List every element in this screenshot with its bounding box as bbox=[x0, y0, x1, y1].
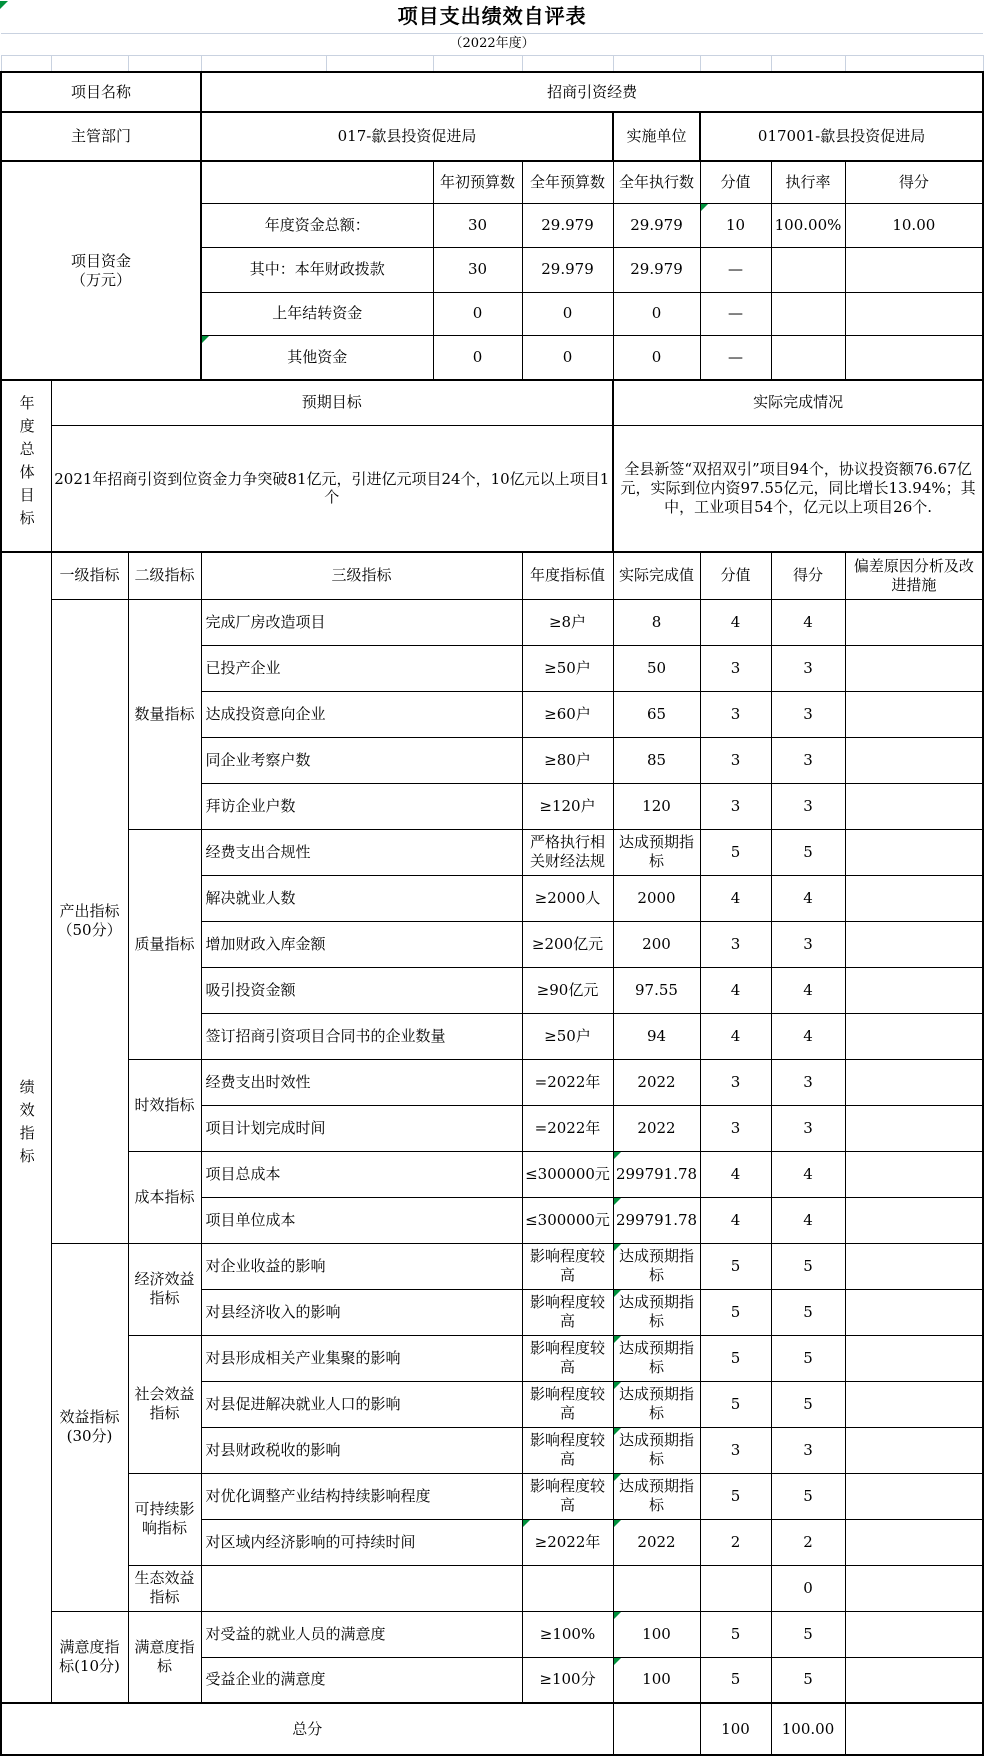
indicator-name: 解决就业人数 bbox=[201, 875, 522, 921]
header-weight: 分值 bbox=[700, 552, 771, 599]
weight-cell: 5 bbox=[700, 1657, 771, 1703]
score-cell: 0 bbox=[771, 1565, 845, 1611]
funds-score-value: 10.00 bbox=[845, 203, 983, 247]
weight-cell: 5 bbox=[700, 1611, 771, 1657]
actual-cell: 100 bbox=[613, 1657, 700, 1703]
indicator-name: 对优化调整产业结构持续影响程度 bbox=[201, 1473, 522, 1519]
target-cell: ≥2022年 bbox=[522, 1519, 613, 1565]
funds-score-value bbox=[845, 292, 983, 335]
funds-weight-value: — bbox=[700, 292, 771, 335]
target-cell: ≥80户 bbox=[522, 737, 613, 783]
actual-cell: 50 bbox=[613, 645, 700, 691]
funds-rate-value bbox=[771, 247, 845, 292]
funds-begin-value: 0 bbox=[433, 292, 522, 335]
actual-cell: 2000 bbox=[613, 875, 700, 921]
total-empty-cell bbox=[613, 1703, 700, 1755]
indicator-name: 项目总成本 bbox=[201, 1151, 522, 1197]
weight-cell: 5 bbox=[700, 1289, 771, 1335]
weight-cell: 2 bbox=[700, 1519, 771, 1565]
impl-unit-value: 017001-歙县投资促进局 bbox=[700, 112, 983, 161]
level1-satisfaction: 满意度指标(10分) bbox=[51, 1611, 128, 1703]
target-cell: 影响程度较高 bbox=[522, 1381, 613, 1427]
score-cell: 5 bbox=[771, 829, 845, 875]
funds-header-score: 得分 bbox=[845, 161, 983, 203]
funds-weight-value: — bbox=[700, 247, 771, 292]
level2-social: 社会效益指标 bbox=[128, 1335, 201, 1473]
indicators-side-label bbox=[1, 552, 51, 1703]
target-cell: ≤300000元 bbox=[522, 1151, 613, 1197]
indicator-name: 经费支出时效性 bbox=[201, 1059, 522, 1105]
actual-cell: 达成预期指标 bbox=[613, 1335, 700, 1381]
score-cell: 3 bbox=[771, 1059, 845, 1105]
weight-cell: 3 bbox=[700, 737, 771, 783]
grid-cell bbox=[613, 55, 700, 72]
indicator-name: 同企业考察户数 bbox=[201, 737, 522, 783]
indicator-name: 完成厂房改造项目 bbox=[201, 599, 522, 645]
score-cell: 4 bbox=[771, 1197, 845, 1243]
grid-cell bbox=[326, 55, 433, 72]
funds-weight-value: — bbox=[700, 335, 771, 380]
level1-output: 产出指标（50分） bbox=[51, 599, 128, 1243]
weight-cell: 3 bbox=[700, 1105, 771, 1151]
actual-cell: 达成预期指标 bbox=[613, 1381, 700, 1427]
remark-cell bbox=[845, 1013, 983, 1059]
funds-side-label bbox=[1, 161, 201, 380]
header-level2: 二级指标 bbox=[128, 552, 201, 599]
weight-cell: 5 bbox=[700, 829, 771, 875]
actual-cell: 97.55 bbox=[613, 967, 700, 1013]
funds-row-label: 其中：本年财政拨款 bbox=[201, 247, 433, 292]
score-cell: 4 bbox=[771, 875, 845, 921]
actual-cell: 299791.78 bbox=[613, 1197, 700, 1243]
goal-actual-text: 全县新签“双招双引”项目94个，协议投资额76.67亿元，实际到位内资97.55亿元，同比增长13.94%；其中，工业项目54个，亿元以上项目26个. bbox=[613, 425, 983, 552]
weight-cell: 3 bbox=[700, 691, 771, 737]
funds-begin-value: 0 bbox=[433, 335, 522, 380]
level2-sustainable: 可持续影响指标 bbox=[128, 1473, 201, 1565]
grid-cell bbox=[51, 55, 128, 72]
header-score: 得分 bbox=[771, 552, 845, 599]
level1-benefit: 效益指标(30分) bbox=[51, 1243, 128, 1611]
level2-timeliness: 时效指标 bbox=[128, 1059, 201, 1151]
indicator-row bbox=[1, 1335, 983, 1381]
indicator-name: 对受益的就业人员的满意度 bbox=[201, 1611, 522, 1657]
page-title: 项目支出绩效自评表 bbox=[1, 0, 983, 33]
funds-weight-value: 10 bbox=[700, 203, 771, 247]
level2-quality: 质量指标 bbox=[128, 829, 201, 1059]
actual-cell: 2022 bbox=[613, 1519, 700, 1565]
weight-cell: 3 bbox=[700, 921, 771, 967]
indicator-name: 增加财政入库金额 bbox=[201, 921, 522, 967]
score-cell: 4 bbox=[771, 599, 845, 645]
indicator-row bbox=[1, 829, 983, 875]
funds-begin-value: 30 bbox=[433, 203, 522, 247]
funds-begin-value: 30 bbox=[433, 247, 522, 292]
indicator-name: 项目单位成本 bbox=[201, 1197, 522, 1243]
target-cell: 影响程度较高 bbox=[522, 1243, 613, 1289]
funds-rate-value bbox=[771, 292, 845, 335]
remark-cell bbox=[845, 1565, 983, 1611]
funds-row-label: 年度资金总额： bbox=[201, 203, 433, 247]
target-cell: 严格执行相关财经法规 bbox=[522, 829, 613, 875]
indicator-row bbox=[1, 1473, 983, 1519]
funds-score-value bbox=[845, 335, 983, 380]
indicator-row bbox=[1, 1151, 983, 1197]
remark-cell bbox=[845, 1519, 983, 1565]
indicator-name: 经费支出合规性 bbox=[201, 829, 522, 875]
remark-cell bbox=[845, 645, 983, 691]
remark-cell bbox=[845, 1427, 983, 1473]
dept-label: 主管部门 bbox=[1, 112, 201, 161]
score-cell: 5 bbox=[771, 1473, 845, 1519]
project-name-label: 项目名称 bbox=[1, 72, 201, 112]
page-subtitle: （2022年度） bbox=[1, 33, 983, 55]
remark-cell bbox=[845, 599, 983, 645]
funds-side-label-line1: 项目资金 bbox=[70, 251, 131, 270]
target-cell: ≥100% bbox=[522, 1611, 613, 1657]
target-cell: ≥8户 bbox=[522, 599, 613, 645]
indicator-row bbox=[1, 1565, 983, 1611]
target-cell: ≤300000元 bbox=[522, 1197, 613, 1243]
remark-cell bbox=[845, 737, 983, 783]
funds-exec-value: 29.979 bbox=[613, 203, 700, 247]
total-score-value: 100.00 bbox=[771, 1703, 845, 1755]
actual-cell: 达成预期指标 bbox=[613, 1473, 700, 1519]
score-cell: 4 bbox=[771, 967, 845, 1013]
funds-header-rate: 执行率 bbox=[771, 161, 845, 203]
weight-cell: 3 bbox=[700, 1059, 771, 1105]
remark-cell bbox=[845, 829, 983, 875]
actual-cell: 达成预期指标 bbox=[613, 1289, 700, 1335]
actual-cell bbox=[613, 1565, 700, 1611]
indicator-name: 达成投资意向企业 bbox=[201, 691, 522, 737]
weight-cell: 5 bbox=[700, 1381, 771, 1427]
remark-cell bbox=[845, 1611, 983, 1657]
remark-cell bbox=[845, 1059, 983, 1105]
grid-cell bbox=[128, 55, 201, 72]
total-row bbox=[1, 1703, 983, 1755]
actual-cell: 65 bbox=[613, 691, 700, 737]
actual-cell: 299791.78 bbox=[613, 1151, 700, 1197]
funds-exec-value: 0 bbox=[613, 292, 700, 335]
grid-cell bbox=[771, 55, 845, 72]
target-cell: 影响程度较高 bbox=[522, 1335, 613, 1381]
project-name-value: 招商引资经费 bbox=[201, 72, 983, 112]
level2-economic: 经济效益指标 bbox=[128, 1243, 201, 1335]
target-cell: 影响程度较高 bbox=[522, 1289, 613, 1335]
indicator-row bbox=[1, 1611, 983, 1657]
weight-cell: 4 bbox=[700, 875, 771, 921]
score-cell: 2 bbox=[771, 1519, 845, 1565]
grid-cell bbox=[201, 55, 326, 72]
indicator-row bbox=[1, 599, 983, 645]
actual-cell: 2022 bbox=[613, 1105, 700, 1151]
actual-cell: 8 bbox=[613, 599, 700, 645]
target-cell: ≥2000人 bbox=[522, 875, 613, 921]
target-cell: 影响程度较高 bbox=[522, 1473, 613, 1519]
score-cell: 3 bbox=[771, 691, 845, 737]
funds-header-exec: 全年执行数 bbox=[613, 161, 700, 203]
indicators-side-label-text: 绩效指标 bbox=[17, 1079, 36, 1172]
score-cell: 3 bbox=[771, 1105, 845, 1151]
weight-cell: 4 bbox=[700, 1197, 771, 1243]
header-annual-target: 年度指标值 bbox=[522, 552, 613, 599]
indicator-name: 对县形成相关产业集聚的影响 bbox=[201, 1335, 522, 1381]
target-cell: ≥50户 bbox=[522, 645, 613, 691]
funds-full-value: 0 bbox=[522, 292, 613, 335]
funds-row-label: 其他资金 bbox=[201, 335, 433, 380]
goal-expected-header: 预期目标 bbox=[51, 380, 613, 425]
actual-cell: 达成预期指标 bbox=[613, 1243, 700, 1289]
remark-cell bbox=[845, 691, 983, 737]
grid-cell bbox=[700, 55, 771, 72]
goal-expected-text: 2021年招商引资到位资金力争突破81亿元，引进亿元项目24个，10亿元以上项目1个 bbox=[51, 425, 613, 552]
target-cell: ≥200亿元 bbox=[522, 921, 613, 967]
score-cell: 4 bbox=[771, 1151, 845, 1197]
score-cell: 3 bbox=[771, 921, 845, 967]
funds-header-full: 全年预算数 bbox=[522, 161, 613, 203]
grid-cell bbox=[522, 55, 613, 72]
actual-cell: 2022 bbox=[613, 1059, 700, 1105]
indicator-name: 对企业收益的影响 bbox=[201, 1243, 522, 1289]
funds-row-label: 上年结转资金 bbox=[201, 292, 433, 335]
indicator-name: 对县经济收入的影响 bbox=[201, 1289, 522, 1335]
score-cell: 5 bbox=[771, 1289, 845, 1335]
indicator-name: 项目计划完成时间 bbox=[201, 1105, 522, 1151]
score-cell: 5 bbox=[771, 1335, 845, 1381]
target-cell: ≥120户 bbox=[522, 783, 613, 829]
grid-cell bbox=[433, 55, 522, 72]
indicator-name: 对县促进解决就业人口的影响 bbox=[201, 1381, 522, 1427]
weight-cell: 3 bbox=[700, 783, 771, 829]
grid-cell bbox=[1, 55, 51, 72]
remark-cell bbox=[845, 1473, 983, 1519]
remark-cell bbox=[845, 1381, 983, 1427]
indicator-name: 受益企业的满意度 bbox=[201, 1657, 522, 1703]
funds-header-weight: 分值 bbox=[700, 161, 771, 203]
remark-cell bbox=[845, 921, 983, 967]
target-cell bbox=[522, 1565, 613, 1611]
sheet-corner-marker-icon bbox=[0, 1, 8, 9]
score-cell: 5 bbox=[771, 1243, 845, 1289]
score-cell: 3 bbox=[771, 783, 845, 829]
indicator-name: 对县财政税收的影响 bbox=[201, 1427, 522, 1473]
header-level3: 三级指标 bbox=[201, 552, 522, 599]
score-cell: 5 bbox=[771, 1657, 845, 1703]
indicator-name: 拜访企业户数 bbox=[201, 783, 522, 829]
header-actual-value: 实际完成值 bbox=[613, 552, 700, 599]
actual-cell: 达成预期指标 bbox=[613, 829, 700, 875]
remark-cell bbox=[845, 1151, 983, 1197]
funds-exec-value: 0 bbox=[613, 335, 700, 380]
indicator-row bbox=[1, 1243, 983, 1289]
level2-ecological: 生态效益指标 bbox=[128, 1565, 201, 1611]
level2-cost: 成本指标 bbox=[128, 1151, 201, 1243]
weight-cell: 5 bbox=[700, 1243, 771, 1289]
indicator-row bbox=[1, 1059, 983, 1105]
remark-cell bbox=[845, 1335, 983, 1381]
funds-header-empty-cell bbox=[201, 161, 433, 203]
remark-cell bbox=[845, 1657, 983, 1703]
weight-cell: 4 bbox=[700, 599, 771, 645]
dept-value: 017-歙县投资促进局 bbox=[201, 112, 613, 161]
impl-unit-label: 实施单位 bbox=[613, 112, 700, 161]
funds-full-value: 0 bbox=[522, 335, 613, 380]
target-cell: =2022年 bbox=[522, 1059, 613, 1105]
funds-exec-value: 29.979 bbox=[613, 247, 700, 292]
target-cell: ≥60户 bbox=[522, 691, 613, 737]
indicator-name bbox=[201, 1565, 522, 1611]
total-weight-value: 100 bbox=[700, 1703, 771, 1755]
weight-cell: 5 bbox=[700, 1473, 771, 1519]
actual-cell: 120 bbox=[613, 783, 700, 829]
funds-score-value bbox=[845, 247, 983, 292]
funds-rate-value: 100.00% bbox=[771, 203, 845, 247]
funds-header-begin: 年初预算数 bbox=[433, 161, 522, 203]
weight-cell: 4 bbox=[700, 967, 771, 1013]
funds-side-label-line2: （万元） bbox=[70, 270, 131, 289]
target-cell: ≥90亿元 bbox=[522, 967, 613, 1013]
actual-cell: 200 bbox=[613, 921, 700, 967]
funds-full-value: 29.979 bbox=[522, 203, 613, 247]
target-cell: ≥50户 bbox=[522, 1013, 613, 1059]
remark-cell bbox=[845, 1289, 983, 1335]
remark-cell bbox=[845, 875, 983, 921]
score-cell: 3 bbox=[771, 737, 845, 783]
remark-cell bbox=[845, 783, 983, 829]
funds-rate-value bbox=[771, 335, 845, 380]
goal-side-label-text: 年度总体目标 bbox=[17, 394, 36, 533]
actual-cell: 100 bbox=[613, 1611, 700, 1657]
actual-cell: 94 bbox=[613, 1013, 700, 1059]
grid-cell bbox=[845, 55, 983, 72]
level2-satisfaction: 满意度指标 bbox=[128, 1611, 201, 1703]
weight-cell: 4 bbox=[700, 1151, 771, 1197]
score-cell: 5 bbox=[771, 1381, 845, 1427]
total-remark-cell bbox=[845, 1703, 983, 1755]
target-cell: ≥100分 bbox=[522, 1657, 613, 1703]
score-cell: 4 bbox=[771, 1013, 845, 1059]
header-deviation: 偏差原因分析及改进措施 bbox=[845, 552, 983, 599]
header-level1: 一级指标 bbox=[51, 552, 128, 599]
goal-actual-header: 实际完成情况 bbox=[613, 380, 983, 425]
score-cell: 3 bbox=[771, 1427, 845, 1473]
score-cell: 5 bbox=[771, 1611, 845, 1657]
score-cell: 3 bbox=[771, 645, 845, 691]
remark-cell bbox=[845, 1105, 983, 1151]
weight-cell: 3 bbox=[700, 1427, 771, 1473]
remark-cell bbox=[845, 967, 983, 1013]
goal-side-label bbox=[1, 380, 51, 552]
weight-cell: 3 bbox=[700, 645, 771, 691]
indicator-name: 已投产企业 bbox=[201, 645, 522, 691]
remark-cell bbox=[845, 1197, 983, 1243]
level2-quantity: 数量指标 bbox=[128, 599, 201, 829]
weight-cell bbox=[700, 1565, 771, 1611]
total-label: 总分 bbox=[1, 1703, 613, 1755]
remark-cell bbox=[845, 1243, 983, 1289]
weight-cell: 4 bbox=[700, 1013, 771, 1059]
weight-cell: 5 bbox=[700, 1335, 771, 1381]
indicator-name: 吸引投资金额 bbox=[201, 967, 522, 1013]
actual-cell: 达成预期指标 bbox=[613, 1427, 700, 1473]
actual-cell: 85 bbox=[613, 737, 700, 783]
indicator-name: 对区域内经济影响的可持续时间 bbox=[201, 1519, 522, 1565]
funds-full-value: 29.979 bbox=[522, 247, 613, 292]
target-cell: =2022年 bbox=[522, 1105, 613, 1151]
target-cell: 影响程度较高 bbox=[522, 1427, 613, 1473]
indicator-name: 签订招商引资项目合同书的企业数量 bbox=[201, 1013, 522, 1059]
